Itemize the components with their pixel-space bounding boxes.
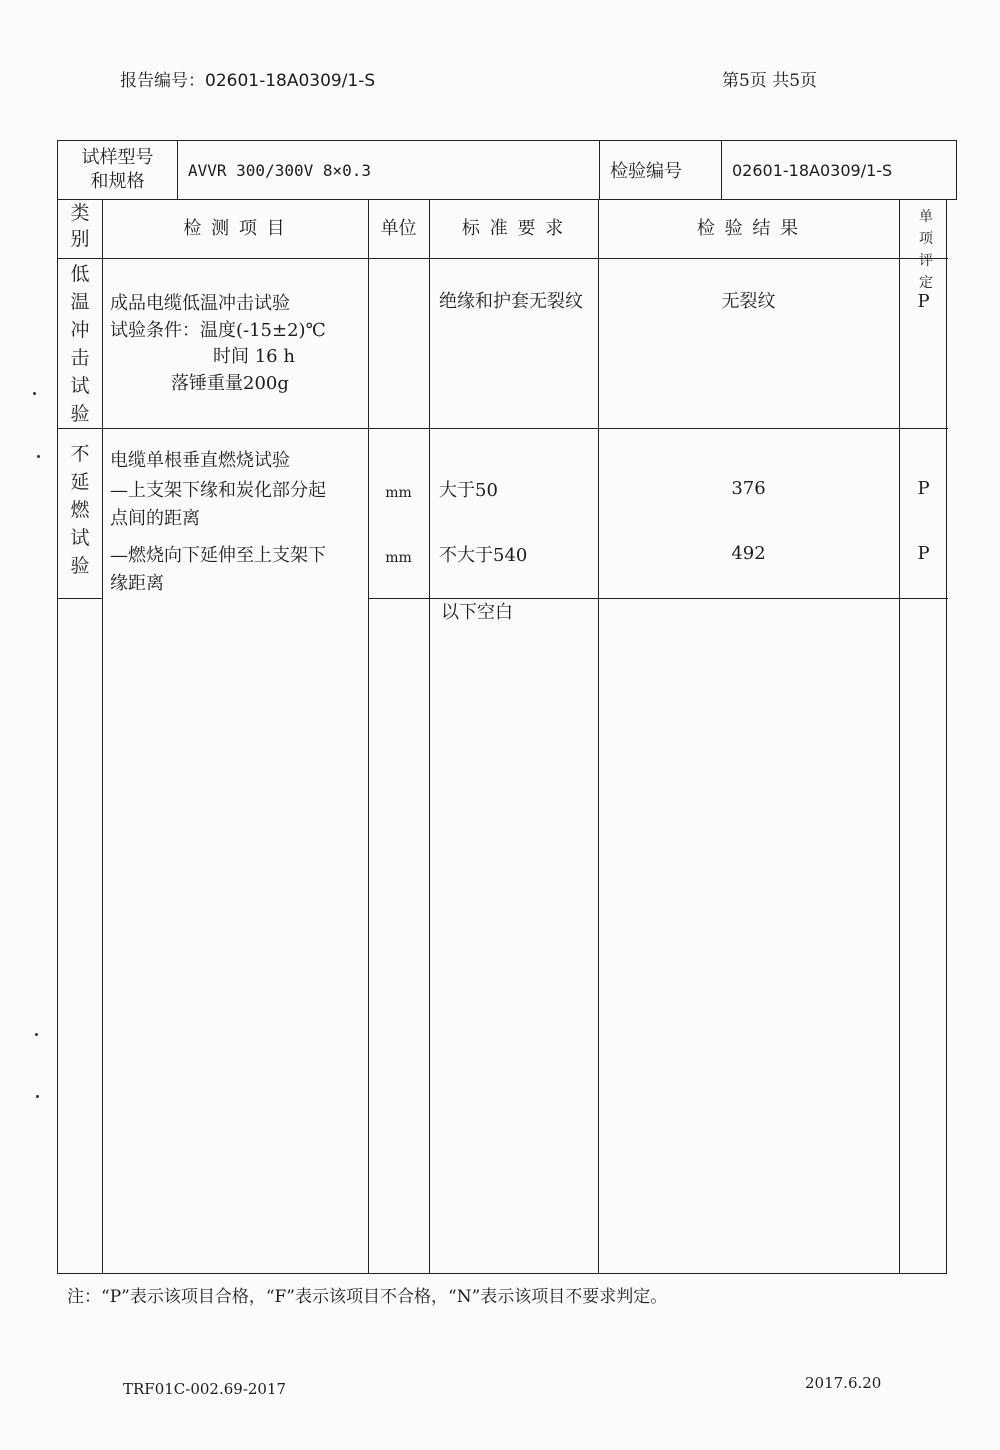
row1-result: 无裂纹 [721,291,776,312]
row2-sub2-line2: 缘距离 [110,573,164,594]
row2-sub1-line1: —上支架下缘和炭化部分起 [110,480,326,501]
form-date: 2017.6.20 [805,1374,882,1392]
legend-note: 注：“P”表示该项目合格，“F”表示该项目不合格，“N”表示该项目不要求判定。 [67,1287,668,1307]
col-header-category: 类 别 [70,202,90,250]
blank-below-note: 以下空白 [441,602,513,623]
inspect-value-cell [722,141,956,199]
row2-sub1-unit: mm [385,485,412,501]
model-value: AVVR 300/300V 8×0.3 [188,160,372,180]
info-table [57,140,957,200]
row2-sub1-verdict: P [917,478,930,499]
page-info: 第5页 共5页 [722,71,818,91]
row2-sub1-requirement: 大于50 [439,480,498,501]
col-header-requirement: 标 准 要 求 [461,218,566,239]
col-header-verdict: 单项评定 [919,209,933,291]
row1-item-line2: 试验条件：温度(-15±2)℃ [110,320,326,341]
row1-item-line4: 落锤重量200g [171,373,289,394]
report-number: 报告编号：02601-18A0309/1-S [120,71,376,91]
row2-sub1-result: 376 [731,478,766,499]
scan-speck [36,1095,39,1098]
inspect-label-cell [600,141,722,199]
model-label: 试样型号和规格 [81,147,154,192]
row2-sub2-result: 492 [731,543,766,564]
row1-item-line3: 时间 16 h [213,346,295,367]
scan-speck [37,455,40,458]
results-table [57,200,947,1274]
row1-requirement: 绝缘和护套无裂纹 [439,291,583,312]
scan-speck [33,392,36,395]
col-header-result: 检 验 结 果 [696,218,801,239]
inspect-value: 02601-18A0309/1-S [732,160,893,180]
row1-verdict: P [917,291,930,312]
row2-sub2-requirement: 不大于540 [439,545,528,566]
row2-sub1-line2: 点间的距离 [110,508,200,529]
form-code: TRF01C-002.69-2017 [123,1380,287,1398]
row1-item-line1: 成品电缆低温冲击试验 [110,293,290,314]
row2-sub2-verdict: P [917,543,930,564]
col-header-item: 检 测 项 目 [183,218,287,239]
row1-category: 低 温 冲 击 试 验 [70,263,90,425]
model-label-cell [58,141,178,199]
inspect-label: 检验编号 [610,161,682,182]
model-value-cell [178,141,600,199]
row2-category: 不 延 燃 试 验 [70,443,90,577]
row2-title: 电缆单根垂直燃烧试验 [110,450,290,471]
row2-sub2-line1: —燃烧向下延伸至上支架下 [110,545,326,566]
col-header-unit: 单位 [380,218,417,239]
scan-speck [35,1033,38,1036]
row2-sub2-unit: mm [385,550,412,566]
